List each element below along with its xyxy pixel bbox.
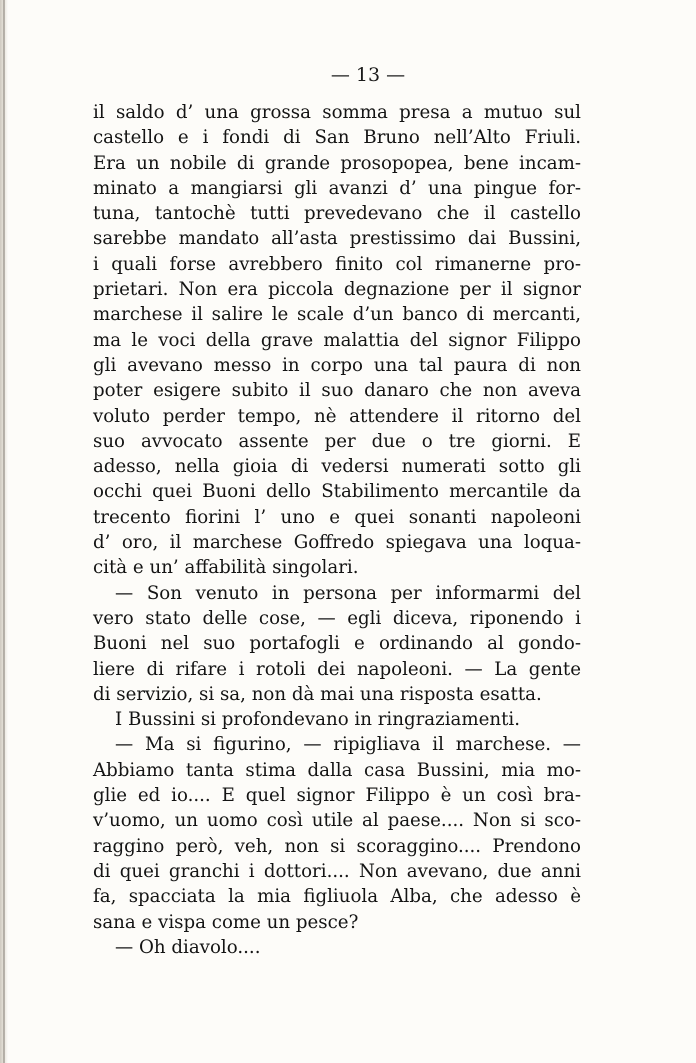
text-line: sarebbe mandato all’asta prestissimo dai Bussini, [93,228,581,250]
text-line: vero stato delle cose, — egli diceva, riponendo i [93,607,581,629]
text-line: i quali forse avrebbero finito col rimanerne pro- [93,253,581,275]
text-line: fa, spacciata la mia figliuola Alba, che adesso è [93,886,581,908]
text-line: di servizio, si sa, non dà mai una risposta esatta. [93,683,542,705]
text-line: glie ed io.... E quel signor Filippo è un così bra- [93,785,581,807]
text-line: suo avvocato assente per due o tre giorni. E [93,430,581,452]
text-line: liere di rifare i rotoli dei napoleoni. — La gente [93,658,581,680]
text-line: I Bussini si profondevano in ringraziamenti. [115,709,521,731]
text-line: sana e vispa come un pesce? [93,911,359,933]
text-line: occhi quei Buoni dello Stabilimento mercantile da [93,481,581,503]
text-line: d’ oro, il marchese Goffredo spiegava una loqua- [93,532,581,554]
text-line: marchese il salire le scale d’un banco di mercanti, [93,304,581,326]
text-line: Abbiamo tanta stima dalla casa Bussini, mia mo- [93,759,581,781]
text-line: — Oh diavolo.... [115,936,261,958]
text-line: tuna, tantochè tutti prevedevano che il castello [93,203,581,225]
text-line: cità e un’ affabilità singolari. [93,557,359,579]
text-line: adesso, nella gioia di vedersi numerati sotto gli [93,456,581,478]
body-text [93,100,581,960]
text-line: v’uomo, un uomo così utile al paese.... Non si sco- [93,810,581,832]
page-spine-line [3,0,5,1063]
text-line: Buoni nel suo portafogli e ordinando al gondo- [93,633,581,655]
text-line: — Son venuto in persona per informarmi del [115,582,581,604]
page-number: — 13 — [330,64,406,86]
text-line: raggino però, veh, non si scoraggino.... Prendono [93,835,581,857]
text-line: il saldo d’ una grossa somma presa a mutuo sul [93,102,581,123]
text-line: ma le voci della grave malattia del signor Filippo [93,329,581,351]
text-line: castello e i fondi di San Bruno nell’Alto Friuli. [93,127,581,149]
text-line: gli avevano messo in corpo una tal paura di non [93,354,581,376]
text-line: trecento fiorini l’ uno e quei sonanti napoleoni [93,506,581,528]
text-line: Era un nobile di grande prosopopea, bene incam- [93,152,581,174]
text-line: di quei granchi i dottori.... Non avevano, due anni [93,860,581,882]
text-line: minato a mangiarsi gli avanzi d’ una pingue for- [93,177,581,199]
text-line: poter esigere subito il suo danaro che non aveva [93,380,581,402]
text-line: voluto perder tempo, nè attendere il ritorno del [93,405,581,427]
text-line: — Ma si figurino, — ripigliava il marchese. — [115,734,581,756]
text-line: prietari. Non era piccola degnazione per il signor [93,279,581,301]
